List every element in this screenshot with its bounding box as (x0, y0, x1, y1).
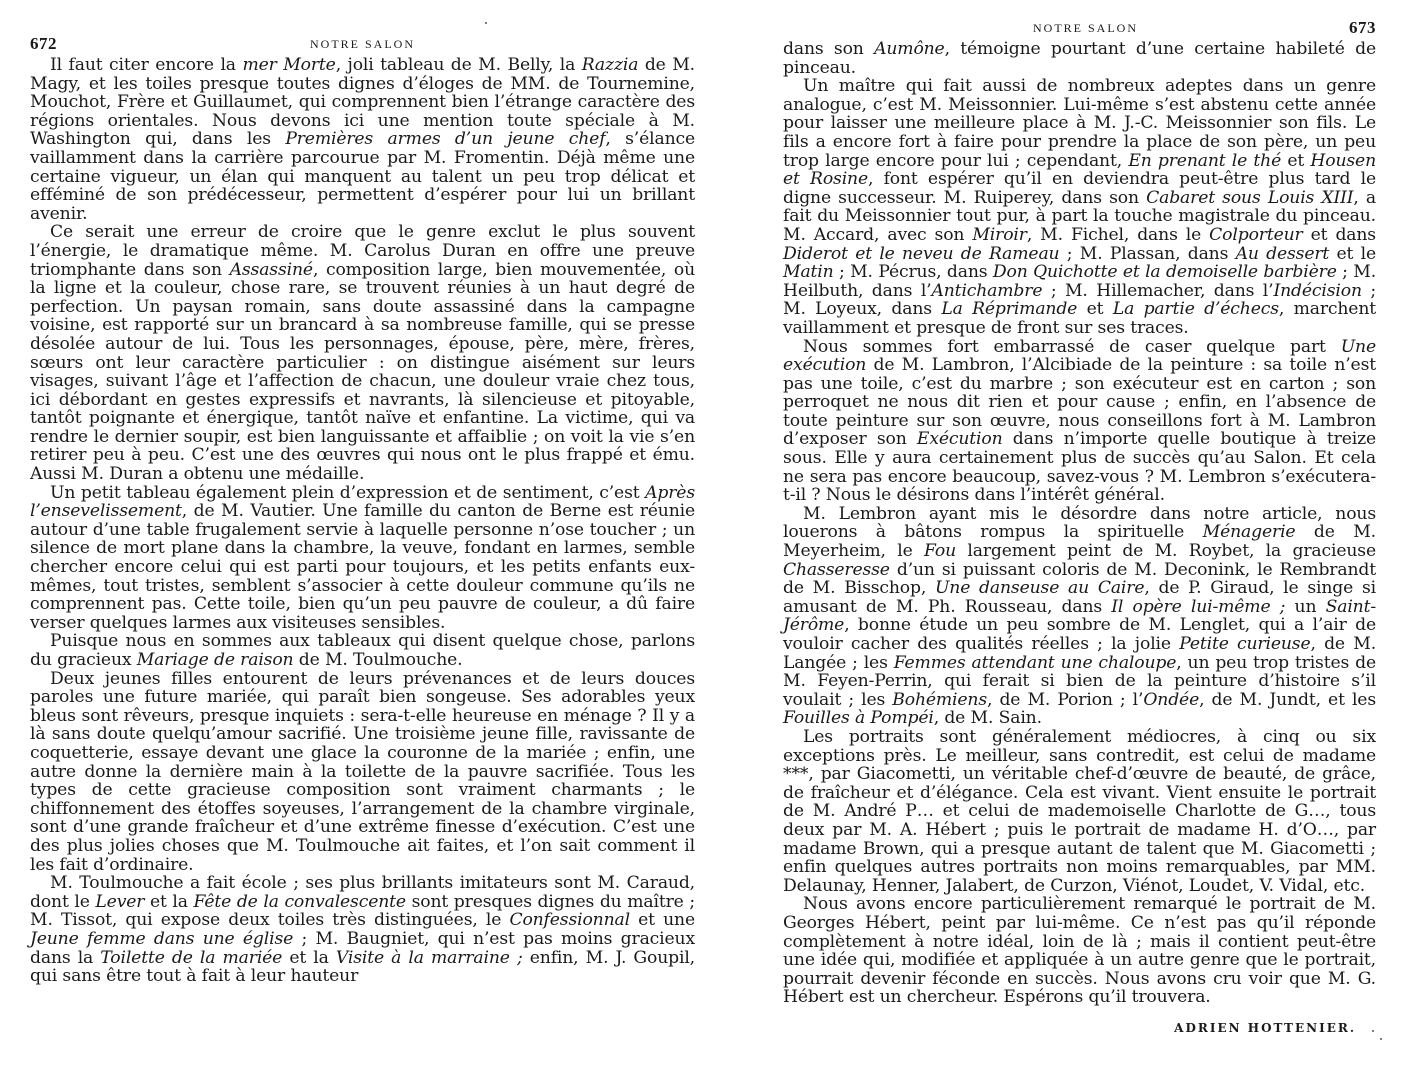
paragraph: M. Toulmouche a fait école ; ses plus brillants imitateurs sont M. Caraud, dont le Lever et la Fête de la convalescente sont presques dignes du maître ; M. Tissot, qui expose deux toiles très distinguées, le Confessionnal et une Jeune femme dans une église ; M. Baugniet, qui n’est pas moins gracieux dans la Toilette de la mariée et la Visite à la marraine ; enfin, M. J. Goupil, qui sans être tout à fait à leur hauteur (30, 873, 695, 987)
print-speck (1372, 1030, 1374, 1032)
continuation-paragraph: dans son Aumône, témoigne pourtant d’une certaine habileté de pinceau. (783, 39, 1376, 78)
right-page (705, 0, 1410, 1078)
paragraph: Il faut citer encore la mer Morte, joli tableau de M. Belly, la Razzia de M. Magy, et les toiles presque toutes dignes d’éloges de MM. de Tournemine, Mouchot, Frère et Guillaumet, qui comprennent bien l’étrange caractère des régions orientales. Nous devons ici une mention toute spéciale à M. Washington qui, dans les Premières armes d’un jeune chef, s’élance vaillamment dans la carrière parcourue par M. Fromentin. Déjà même une certaine vigueur, un élan qui manquent au talent un peu trop délicat et efféminé de son prédécesseur, permettent d’espérer pour lui un brillant avenir. (30, 55, 696, 224)
author-signature: ADRIEN HOTTENIER. (1174, 1020, 1356, 1035)
print-speck (485, 22, 487, 24)
right-page-number: 673 (1349, 18, 1376, 37)
right-running-title: NOTRE SALON (1033, 21, 1138, 35)
paragraph: Nous avons encore particulièrement remarqué le portrait de M. Georges Hébert, peint par lui-même. Ce n’est pas qu’il réponde complètement à notre idéal, loin de là ; mais il contient peut-être une idée qui, modifiée et appliquée à un autre genre que le portrait, pourrait devenir féconde en succès. Nous avons cru voir que M. G. Hébert est un chercheur. Espérons qu’il trouvera. (783, 894, 1376, 1008)
paragraph: Ce serait une erreur de croire que le genre exclut le plus souvent l’énergie, le dramatique même. M. Carolus Duran en offre une preuve triomphante dans son Assassiné, composition large, bien mouvementée, où la ligne et la couleur, chose rare, se trouvent réunies à un haut degré de perfection. Un paysan romain, sans doute assassiné dans la campagne voisine, est rapporté sur un brancard à sa nombreuse famille, qui se presse désolée autour de lui. Tous les personnages, épouse, père, mère, frères, sœurs ont leur caractère particulier : on distingue aisément sur leurs visages, suivant l’âge et l’affection de chacun, une douleur vraie chez tous, ici débordant en gestes expressifs et navrants, là silencieuse et pitoyable, tantôt poignante et énergique, tantôt naïve et enfantine. La victime, qui va rendre le dernier soupir, est bien languissante et affaiblie ; on voit la vie s’en retirer peu à peu. C’est une des œuvres qui nous ont le plus frappé et ému. Aussi M. Duran a obtenu une médaille. (30, 222, 695, 485)
left-running-title: NOTRE SALON (310, 37, 415, 51)
paragraph: Un petit tableau également plein d’expression et de sentiment, c’est Après l’ensevelissement, de M. Vautier. Une famille du canton de Berne est réunie autour d’une table frugalement servie à laquelle personne n’ose toucher ; un silence de mort plane dans la chambre, la veuve, fondant en larmes, semble chercher encore celui qui est parti pour toujours, et les petits enfants eux-mêmes, tout tristes, semblent s’associer à cette douleur commune qu’ils ne comprennent pas. Cette toile, bien qu’un peu pauvre de couleur, a dû faire verser quelques larmes aux visiteuses sensibles. (30, 482, 695, 633)
print-speck (1380, 1038, 1382, 1040)
left-page-body (30, 56, 695, 986)
paragraph: Deux jeunes filles entourent de leurs prévenances et de leurs douces paroles une future mariée, qui paraît bien songeuse. Ses adorables yeux bleus sont rêveurs, presque inquiets : sera-t-elle heureuse en ménage ? Il y a là sans doute quelqu’amour sacrifié. Une troisième jeune fille, ravissante de coquetterie, essaye devant une glace la couronne de la mariée ; enfin, une autre donne la dernière main à la toilette de la pauvre sacrifiée. Tous les types de cette gracieuse composition sont vraiment charmants ; le chiffonnement des étoffes soyeuses, l’arrangement de la chambre virginale, sont d’une grande fraîcheur et d’une extrême finesse d’exécution. C’est une des plus jolies choses que M. Toulmouche ait faites, et l’on sait comment il les fait d’ordinaire. (30, 668, 695, 875)
left-page-header (30, 34, 695, 56)
paragraph: Un maître qui fait aussi de nombreux adeptes dans un genre analogue, c’est M. Meissonnier. Lui-même s’est abstenu cette année pour laisser une meilleure place à M. J.-C. Meissonnier son fils. Le fils a encore fort à faire pour prendre la place de son père, un peu trop large encore pour lui ; cependant, En prenant le thé et Housen et Rosine, font espérer qu’il en deviendra peut-être plus tard le digne successeur. M. Ruiperey, dans son Cabaret sous Louis XIII, a fait du Meissonnier tout pur, à part la touche magistrale du pinceau. M. Accard, avec son Miroir, M. Fichel, dans le Colporteur et dans Diderot et le neveu de Rameau ; M. Plassan, dans Au dessert et le Matin ; M. Pécrus, dans Don Quichotte et la demoiselle barbière ; M. Heilbuth, dans l’Antichambre ; M. Hillemacher, dans l’Indécision ; M. Loyeux, dans La Réprimande et La partie d’échecs, marchent vaillamment et presque de front sur ses traces. (783, 76, 1377, 338)
paragraph: M. Lembron ayant mis le désordre dans notre article, nous louerons à bâtons rompus la spirituelle Ménagerie de M. Meyerheim, le Fou largement peint de M. Roybet, la gracieuse Chasseresse d’un si puissant coloris de M. Deconink, le Rembrandt de M. Bisschop, Une danseuse au Caire, de P. Giraud, le singe si amusant de M. Ph. Rousseau, dans Il opère lui-même ; un Saint-Jérôme, bonne étude un peu sombre de M. Lenglet, qui a l’air de vouloir cacher des qualités réelles ; la jolie Petite curieuse, de M. Langée ; les Femmes attendant une chaloupe, un peu trop tristes de M. Feyen-Perrin, qui ferait si bien de la peinture d’histoire s’il voulait ; les Bohémiens, de M. Porion ; l’Ondée, de M. Jundt, et les Fouilles à Pompéi, de M. Sain. (783, 503, 1377, 729)
right-page-body (783, 40, 1376, 1007)
paragraph: Les portraits sont généralement médiocres, à cinq ou six exceptions près. Le meilleur, sans contredit, est celui de madame ***, par Giacometti, un véritable chef-d’œuvre de beauté, de grâce, de fraîcheur et d’élégance. Cela est vivant. Vient ensuite le portrait de M. André P… et celui de mademoiselle Charlotte de G…, tous deux par M. A. Hébert ; puis le portrait de madame H. d’O…, par madame Brown, qui a presque autant de talent que M. Giacometti ; enfin quelques autres portraits non moins remarquables, par MM. Delaunay, Henner, Jalabert, de Curzon, Viénot, Loudet, V. Vidal, etc. (783, 726, 1376, 896)
right-page-header (783, 18, 1376, 40)
left-page-number: 672 (30, 34, 57, 53)
paragraph: Nous sommes fort embarrassé de caser quelque part Une exécution de M. Lambron, l’Alcibiade de la peinture : sa toile n’est pas une toile, c’est du marbre ; son exécuteur est en carton ; son perroquet ne nous dit rien et pour cause ; enfin, en l’absence de toute peinture sur son œuvre, nous conseillons fort à M. Lambron d’exposer son Exécution dans n’importe quelle boutique à treize sous. Elle y aura certainement plus de succès qu’au Salon. Et cela ne sera pas encore beaucoup, savez-vous ? M. Lembron s’exécutera-t-il ? Nous le désirons dans l’intérêt général. (783, 336, 1377, 506)
paragraph: Puisque nous en sommes aux tableaux qui disent quelque chose, parlons du gracieux Mariage de raison de M. Toulmouche. (30, 631, 695, 670)
